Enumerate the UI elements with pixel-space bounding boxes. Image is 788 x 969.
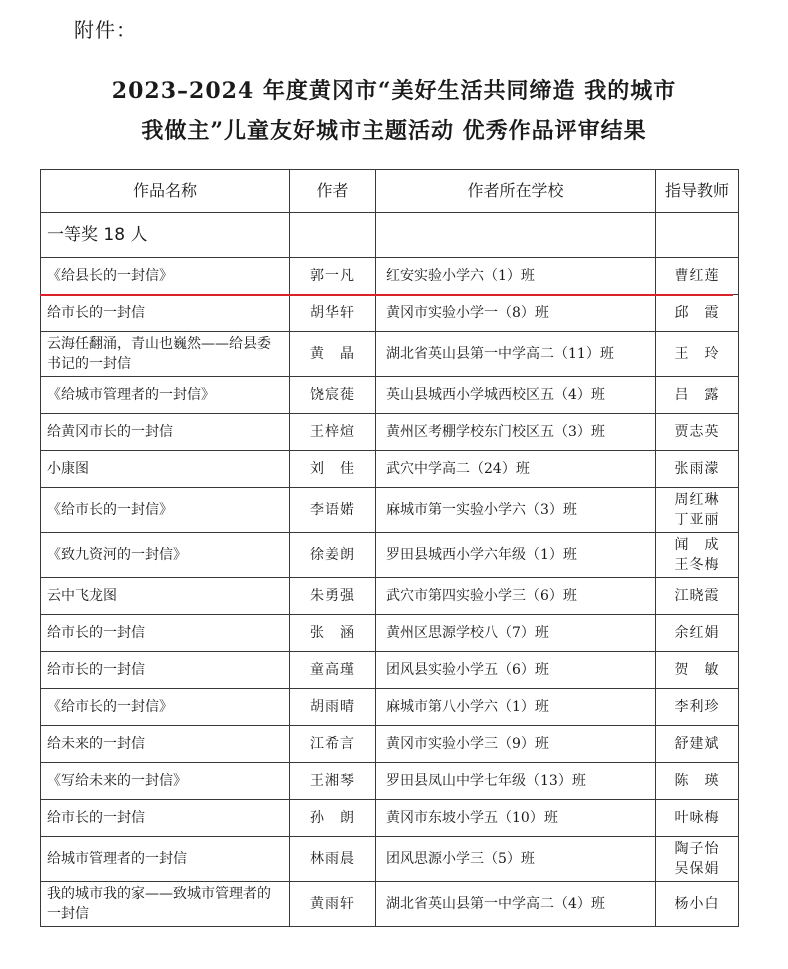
teacher-cell [656, 488, 739, 533]
school-cell: 黄冈市东坡小学五（10）班 [376, 800, 656, 837]
author-cell: 李语婼 [290, 488, 376, 533]
teacher-cell [656, 414, 739, 451]
document-title-line-2: 我做主”儿童友好城市主题活动 优秀作品评审结果 [141, 118, 647, 144]
teacher-name: 张雨濛 [674, 461, 720, 477]
author-cell: 王梓煊 [290, 414, 376, 451]
teacher-name: 吴保娟 [674, 861, 720, 877]
work-title-cell: 给城市管理者的一封信 [41, 837, 290, 882]
table-row [41, 837, 739, 882]
teacher-cell [656, 451, 739, 488]
work-title-cell: 《致九资河的一封信》 [41, 533, 290, 578]
author-cell: 胡华轩 [290, 295, 376, 332]
teacher-name: 王冬梅 [674, 557, 720, 573]
teacher-cell [656, 533, 739, 578]
work-title-cell: 《给城市管理者的一封信》 [41, 377, 290, 414]
table-row [41, 882, 739, 927]
column-header-work: 作品名称 [41, 170, 290, 213]
school-cell: 英山县城西小学城西校区五（4）班 [376, 377, 656, 414]
school-cell: 团风思源小学三（5）班 [376, 837, 656, 882]
work-title-cell: 《写给未来的一封信》 [41, 763, 290, 800]
teacher-name: 贾志英 [674, 424, 720, 440]
author-cell: 刘 佳 [290, 451, 376, 488]
column-header-author: 作者 [290, 170, 376, 213]
author-cell: 童高瑾 [290, 652, 376, 689]
teacher-name: 江晓霞 [674, 588, 720, 604]
award-row [41, 213, 739, 258]
table-row [41, 763, 739, 800]
work-title-cell: 给未来的一封信 [41, 726, 290, 763]
work-title-cell: 给市长的一封信 [41, 652, 290, 689]
empty-cell [376, 213, 656, 258]
author-cell: 郭一凡 [290, 258, 376, 295]
work-title-cell: 给市长的一封信 [41, 295, 290, 332]
table-row [41, 377, 739, 414]
school-cell: 黄州区考棚学校东门校区五（3）班 [376, 414, 656, 451]
author-cell: 江希言 [290, 726, 376, 763]
school-cell: 黄冈市实验小学三（9）班 [376, 726, 656, 763]
table-row [41, 295, 739, 332]
teacher-name: 闻 成 [674, 537, 720, 553]
work-title-cell: 给市长的一封信 [41, 800, 290, 837]
teacher-name: 陶子怡 [674, 841, 720, 857]
table-row [41, 578, 739, 615]
teacher-name: 吕 露 [674, 387, 720, 403]
work-title-cell: 《给市长的一封信》 [41, 488, 290, 533]
work-title-cell: 小康图 [41, 451, 290, 488]
author-cell: 黄 晶 [290, 332, 376, 377]
school-cell: 黄冈市实验小学一（8）班 [376, 295, 656, 332]
teacher-name: 曹红莲 [674, 268, 720, 284]
work-title-cell: 给黄冈市长的一封信 [41, 414, 290, 451]
table-row [41, 615, 739, 652]
work-title-cell: 《给县长的一封信》 [41, 258, 290, 295]
teacher-name: 王 玲 [674, 346, 720, 362]
author-cell: 朱勇强 [290, 578, 376, 615]
school-cell: 罗田县凤山中学七年级（13）班 [376, 763, 656, 800]
school-cell: 武穴市第四实验小学三（6）班 [376, 578, 656, 615]
author-cell: 孙 朗 [290, 800, 376, 837]
empty-cell [290, 213, 376, 258]
author-cell: 徐姜朗 [290, 533, 376, 578]
teacher-cell [656, 377, 739, 414]
teacher-name: 陈 瑛 [674, 773, 720, 789]
work-title-cell: 《给市长的一封信》 [41, 689, 290, 726]
work-title-cell: 云中飞龙图 [41, 578, 290, 615]
teacher-cell [656, 332, 739, 377]
teacher-cell [656, 882, 739, 927]
author-cell: 林雨晨 [290, 837, 376, 882]
document-title-line-1: 2023–2024 年度黄冈市“美好生活共同缔造 我的城市 [111, 78, 677, 104]
teacher-name: 余红娟 [674, 625, 720, 641]
table-row [41, 533, 739, 578]
teacher-name: 叶咏梅 [674, 810, 720, 826]
school-cell: 麻城市第一实验小学六（3）班 [376, 488, 656, 533]
teacher-cell [656, 837, 739, 882]
teacher-cell [656, 763, 739, 800]
teacher-name: 舒建斌 [674, 736, 720, 752]
school-cell: 团风县实验小学五（6）班 [376, 652, 656, 689]
teacher-cell [656, 258, 739, 295]
work-title-cell: 给市长的一封信 [41, 615, 290, 652]
author-cell: 黄雨轩 [290, 882, 376, 927]
table-row [41, 689, 739, 726]
teacher-name: 李利珍 [674, 699, 720, 715]
school-cell: 红安实验小学六（1）班 [376, 258, 656, 295]
teacher-cell [656, 295, 739, 332]
attachment-label: 附件： [74, 18, 137, 42]
teacher-cell [656, 615, 739, 652]
red-highlight-line [40, 294, 733, 296]
teacher-name: 丁亚丽 [674, 512, 720, 528]
teacher-cell [656, 800, 739, 837]
award-label: 一等奖 18 人 [41, 213, 290, 258]
work-title-cell: 云海任翻涌，青山也巍然——给县委书记的一封信 [41, 332, 290, 377]
teacher-name: 周红琳 [674, 492, 720, 508]
teacher-name: 贺 敏 [674, 662, 720, 678]
empty-cell [656, 213, 739, 258]
table-row [41, 652, 739, 689]
table-row [41, 332, 739, 377]
author-cell: 饶宸蓰 [290, 377, 376, 414]
results-table [40, 169, 739, 927]
teacher-cell [656, 578, 739, 615]
author-cell: 王湘琴 [290, 763, 376, 800]
teacher-cell [656, 689, 739, 726]
school-cell: 黄州区思源学校八（7）班 [376, 615, 656, 652]
table-row [41, 258, 739, 295]
table-row [41, 451, 739, 488]
table-row [41, 726, 739, 763]
work-title-cell: 我的城市我的家——致城市管理者的一封信 [41, 882, 290, 927]
author-cell: 张 涵 [290, 615, 376, 652]
teacher-cell [656, 726, 739, 763]
school-cell: 麻城市第八小学六（1）班 [376, 689, 656, 726]
school-cell: 湖北省英山县第一中学高二（4）班 [376, 882, 656, 927]
author-cell: 胡雨晴 [290, 689, 376, 726]
school-cell: 罗田县城西小学六年级（1）班 [376, 533, 656, 578]
school-cell: 湖北省英山县第一中学高二（11）班 [376, 332, 656, 377]
table-header-row [41, 170, 739, 213]
table-row [41, 800, 739, 837]
teacher-cell [656, 652, 739, 689]
table-row [41, 414, 739, 451]
table-row [41, 488, 739, 533]
column-header-teacher: 指导教师 [656, 170, 739, 213]
teacher-name: 邱 霞 [674, 305, 720, 321]
school-cell: 武穴中学高二（24）班 [376, 451, 656, 488]
column-header-school: 作者所在学校 [376, 170, 656, 213]
teacher-name: 杨小白 [674, 896, 720, 912]
